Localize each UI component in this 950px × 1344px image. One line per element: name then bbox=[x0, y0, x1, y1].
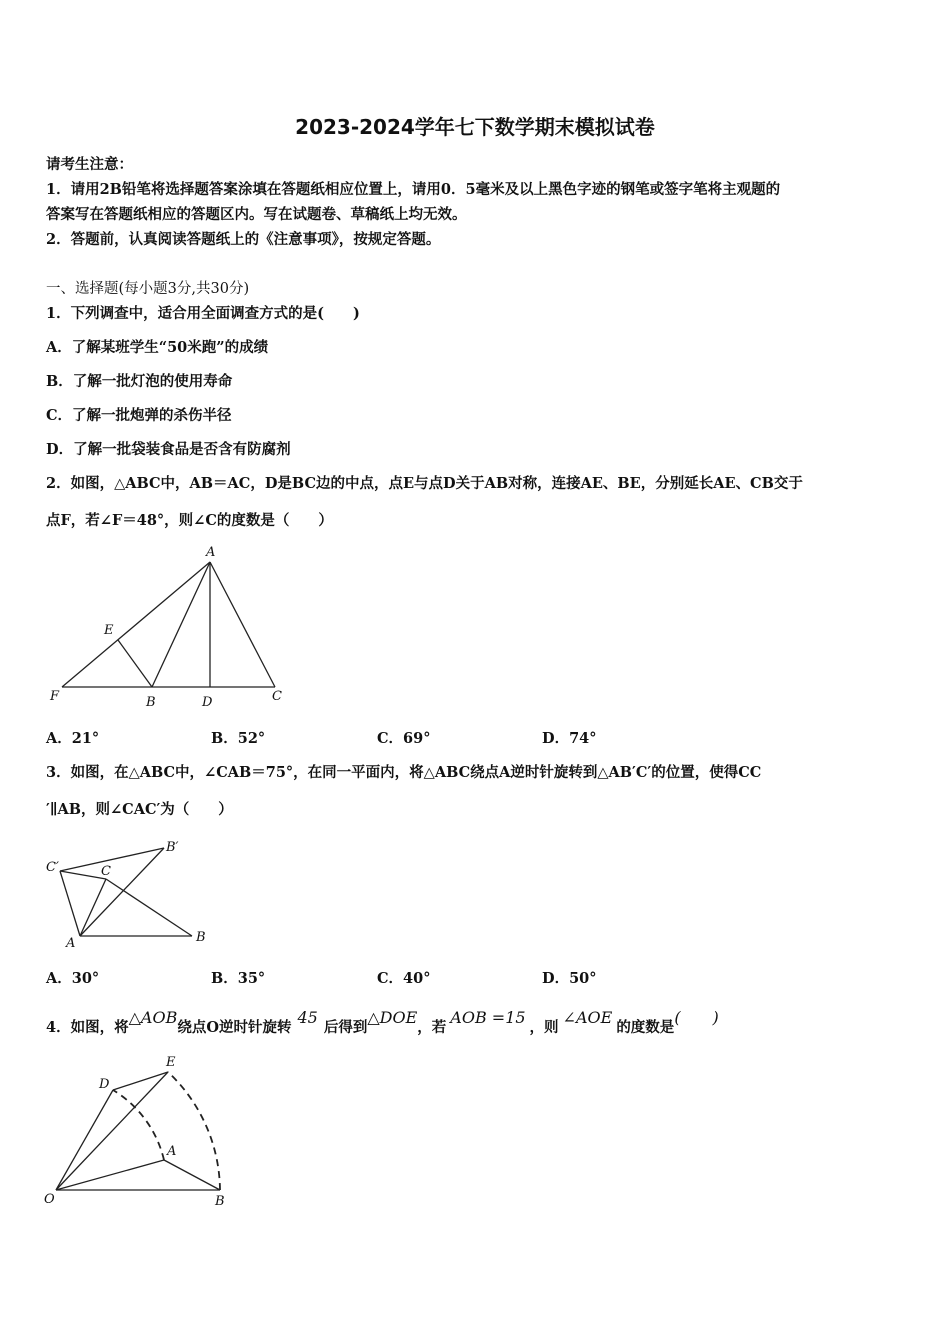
q4-math-paren: ( ) bbox=[674, 1008, 719, 1027]
q1-option-b: B．了解一批灯泡的使用寿命 bbox=[46, 373, 233, 390]
q4-text-1: 4．如图，将 bbox=[46, 1019, 129, 1036]
q2-label-d: D bbox=[202, 695, 213, 710]
q2-label-b: B bbox=[146, 695, 156, 710]
q4-label-o: O bbox=[44, 1192, 55, 1207]
q2-stem-line-1: 2．如图，△ABC中，AB＝AC，D是BC边的中点，点E与点D关于AB对称，连接AE、BE，分别延长AE、CB交于 bbox=[46, 475, 803, 492]
q2-stem-line-2: 点F，若∠F＝48°，则∠C的度数是（ ） bbox=[46, 512, 333, 529]
q1-option-d: D．了解一批袋装食品是否含有防腐剂 bbox=[46, 441, 291, 458]
q4-label-e: E bbox=[166, 1055, 176, 1070]
q3-option-d: D．50° bbox=[542, 970, 597, 987]
q2-label-e: E bbox=[104, 623, 114, 638]
section-heading: 一、选择题(每小题3分,共30分) bbox=[46, 281, 250, 297]
q2-option-a: A．21° bbox=[46, 730, 100, 747]
q2-label-c: C bbox=[272, 689, 282, 704]
q4-label-b: B bbox=[215, 1194, 225, 1209]
q4-math-aob-15: AOB =15 bbox=[450, 1008, 526, 1027]
notice-line-3: 2．答题前，认真阅读答题纸上的《注意事项》，按规定答题。 bbox=[46, 231, 441, 248]
q4-text-5: ，则 bbox=[529, 1019, 559, 1036]
q3-label-bp: B′ bbox=[166, 840, 179, 855]
q3-stem-line-2: ′∥AB，则∠CAC′为（ ） bbox=[46, 801, 233, 818]
q4-text-6: 的度数是 bbox=[616, 1019, 675, 1036]
q3-stem-line-1: 3．如图，在△ABC中，∠CAB＝75°，在同一平面内，将△ABC绕点A逆时针旋转到△AB′C′的位置，使得CC bbox=[46, 764, 762, 781]
q4-text-2: 绕点O逆时针旋转 bbox=[177, 1019, 292, 1036]
q3-option-c: C．40° bbox=[377, 970, 431, 987]
q4-figure bbox=[38, 1050, 248, 1215]
q3-label-c: C bbox=[101, 864, 111, 879]
q4-math-45: 45 bbox=[297, 1008, 318, 1027]
q2-label-a: A bbox=[206, 545, 216, 560]
q1-option-a: A．了解某班学生“50米跑”的成绩 bbox=[46, 339, 269, 356]
q2-label-f: F bbox=[50, 689, 60, 704]
q4-math-aob: △AOB bbox=[128, 1008, 178, 1027]
q2-option-b: B．52° bbox=[211, 730, 266, 747]
q2-option-d: D．74° bbox=[542, 730, 597, 747]
notice-line-1: 1．请用2B铅笔将选择题答案涂填在答题纸相应位置上，请用0．5毫米及以上黑色字迹的钢笔或签字笔将主观题的 bbox=[46, 181, 781, 198]
q4-stem bbox=[46, 1008, 719, 1037]
q4-label-d: D bbox=[99, 1077, 110, 1092]
q3-label-a: A bbox=[66, 936, 76, 951]
q4-label-a: A bbox=[167, 1144, 177, 1159]
q3-figure bbox=[40, 833, 220, 953]
q2-figure bbox=[40, 540, 300, 720]
q3-option-b: B．35° bbox=[211, 970, 266, 987]
notice-heading: 请考生注意： bbox=[46, 156, 133, 173]
q4-text-4: ，若 bbox=[417, 1019, 447, 1036]
q2-option-c: C．69° bbox=[377, 730, 431, 747]
q3-label-b: B bbox=[196, 930, 206, 945]
q1-stem: 1．下列调查中，适合用全面调查方式的是( ) bbox=[46, 305, 360, 322]
page-title: 2023-2024学年七下数学期末模拟试卷 bbox=[295, 115, 655, 139]
notice-line-2: 答案写在答题纸相应的答题区内。写在试题卷、草稿纸上均无效。 bbox=[46, 206, 467, 223]
q4-math-doe: △DOE bbox=[367, 1008, 418, 1027]
q4-text-3: 后得到 bbox=[323, 1019, 368, 1036]
q3-label-cp: C′ bbox=[46, 860, 59, 875]
q1-option-c: C．了解一批炮弹的杀伤半径 bbox=[46, 407, 232, 424]
q3-option-a: A．30° bbox=[46, 970, 100, 987]
q4-math-aoe: ∠AOE bbox=[562, 1008, 613, 1027]
